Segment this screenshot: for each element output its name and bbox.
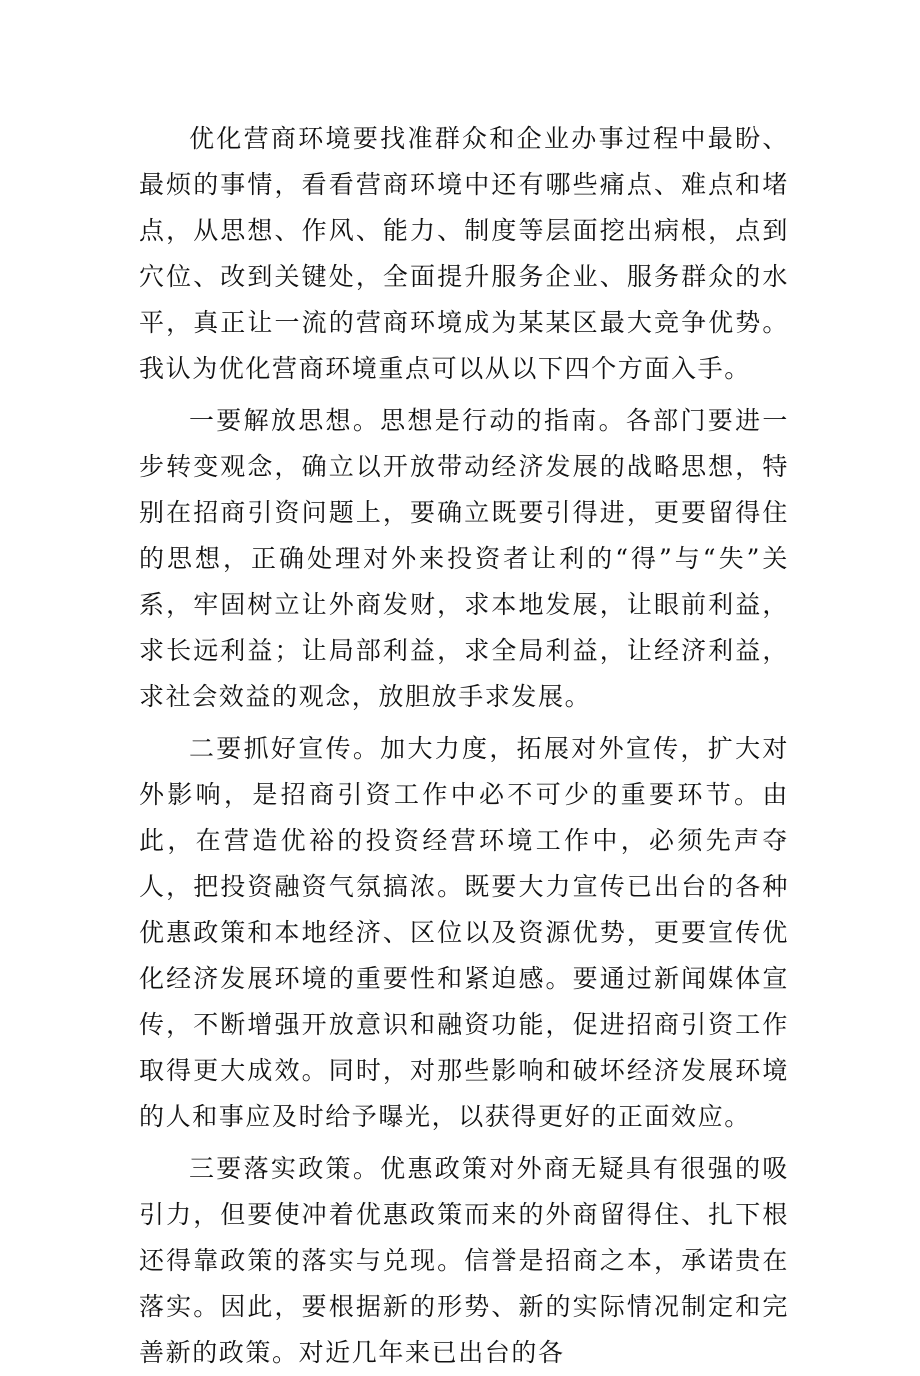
paragraph-emancipate-mind: 一要解放思想。思想是行动的指南。各部门要进一步转变观念，确立以开放带动经济发展的战略思想，特别在招商引资问题上，要确立既要引得进，更要留得住的思想，正确处理对外来投资者让利的“得”与“失”关系，牢固树立让外商发财，求本地发展，让眼前利益，求长远利益；让局部利益，求全局利益，让经济利益，求社会效益的观念，放胆放手求发展。	[139, 406, 789, 711]
paragraph-publicity: 二要抓好宣传。加大力度，拓展对外宣传，扩大对外影响，是招商引资工作中必不可少的重要环节。由此，在营造优裕的投资经营环境工作中，必须先声夺人，把投资融资气氛搞浓。既要大力宣传已出台的各种优惠政策和本地经济、区位以及资源优势，更要宣传优化经济发展环境的重要性和紧迫感。要通过新闻媒体宣传，不断增强开放意识和融资功能，促进招商引资工作取得更大成效。同时，对那些影响和破坏经济发展环境的人和事应及时给予曝光，以获得更好的正面效应。	[139, 734, 789, 1131]
paragraph-intro: 优化营商环境要找准群众和企业办事过程中最盼、最烦的事情，看看营商环境中还有哪些痛点、难点和堵点，从思想、作风、能力、制度等层面挖出病根，点到穴位、改到关键处，全面提升服务企业、服务群众的水平，真正让一流的营商环境成为某某区最大竞争优势。我认为优化营商环境重点可以从以下四个方面入手。	[139, 124, 789, 383]
paragraph-implement-policy: 三要落实政策。优惠政策对外商无疑具有很强的吸引力，但要使冲着优惠政策而来的外商留得住、扎下根还得靠政策的落实与兑现。信誉是招商之本，承诺贵在落实。因此，要根据新的形势、新的实际情况制定和完善新的政策。对近几年来已出台的各	[139, 1154, 789, 1367]
document-body	[139, 116, 789, 1376]
